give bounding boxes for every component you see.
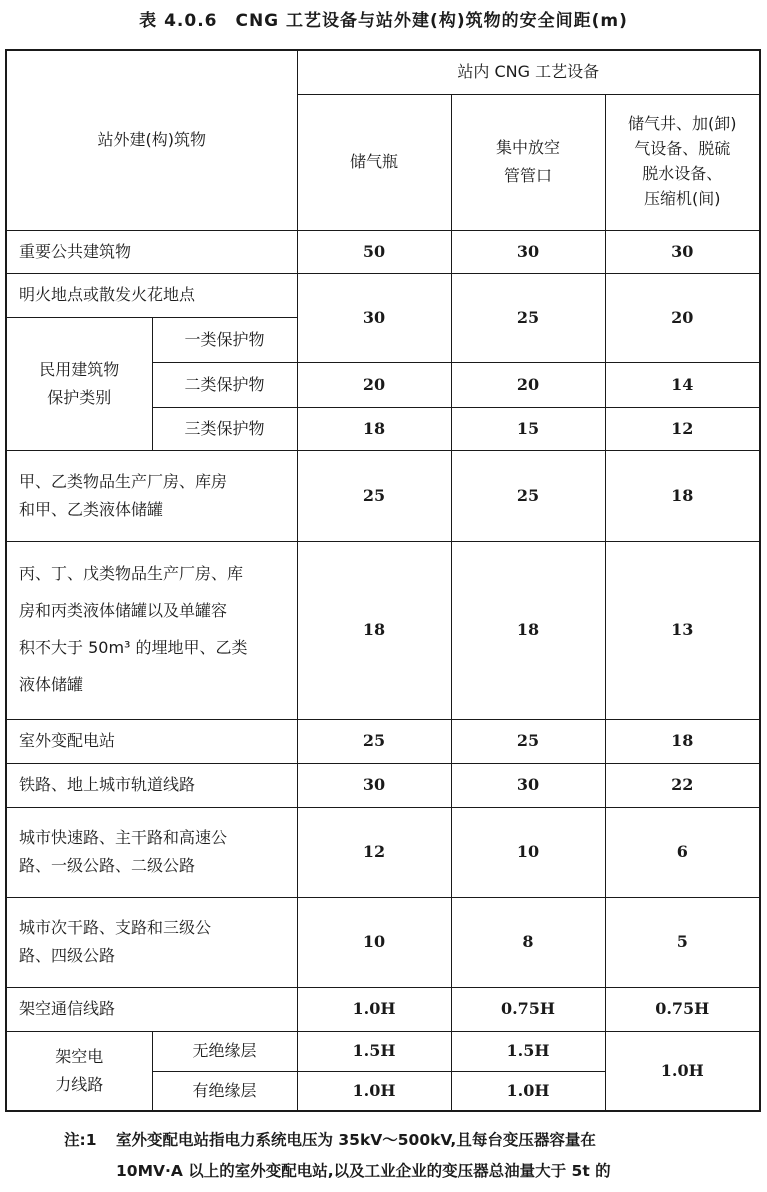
header-col-vent-line1: 集中放空 <box>495 138 560 157</box>
cell-value: 10 <box>297 897 451 987</box>
cell-value: 22 <box>605 763 760 807</box>
civil-label-line1: 民用建筑物 <box>39 359 120 379</box>
note-line-1 <box>64 1125 596 1156</box>
row-label: 铁路、地上城市轨道线路 <box>6 763 297 807</box>
cell-value: 1.5H <box>297 1031 451 1071</box>
row-label-line: 路、一级公路、二级公路 <box>19 856 196 875</box>
cell-value: 12 <box>605 407 760 450</box>
power-line-label <box>6 1031 152 1111</box>
header-row-1 <box>6 50 760 94</box>
row-label-line: 路、四级公路 <box>19 946 116 965</box>
power-label-line2: 力线路 <box>55 1074 104 1094</box>
header-col-vent <box>451 94 605 230</box>
table-title: 表 4.0.6 CNG 工艺设备与站外建(构)筑物的安全间距(m) <box>139 11 628 31</box>
civil-sub-2: 二类保护物 <box>152 362 297 407</box>
cell-value: 30 <box>297 273 451 362</box>
cell-value: 18 <box>297 541 451 719</box>
table-row <box>6 1031 760 1071</box>
table-row <box>6 273 760 317</box>
cell-value: 18 <box>605 450 760 541</box>
row-label <box>6 897 297 987</box>
cell-value: 14 <box>605 362 760 407</box>
row-label-line: 甲、乙类物品生产厂房、库房 <box>19 471 228 491</box>
row-label-line: 城市次干路、支路和三级公 <box>19 918 212 937</box>
row-label-line: 液体储罐 <box>19 674 84 694</box>
row-label: 室外变配电站 <box>6 719 297 763</box>
civil-building-label <box>6 317 152 450</box>
row-label-line: 丙、丁、戊类物品生产厂房、库 <box>19 564 244 584</box>
cell-value: 1.0H <box>297 987 451 1031</box>
cell-value: 20 <box>297 362 451 407</box>
cell-value: 1.0H <box>297 1071 451 1111</box>
row-label <box>6 541 297 719</box>
cell-value: 20 <box>605 273 760 362</box>
cell-value: 30 <box>451 230 605 273</box>
row-label-line: 积不大于 50m³ 的埋地甲、乙类 <box>19 638 248 657</box>
row-label: 架空通信线路 <box>6 987 297 1031</box>
row-label-line: 和甲、乙类液体储罐 <box>19 499 164 519</box>
header-col-well-line2: 气设备、脱硫 <box>634 139 731 159</box>
cell-value: 25 <box>297 719 451 763</box>
cell-value: 6 <box>605 807 760 897</box>
table-row <box>6 987 760 1031</box>
cell-value: 1.0H <box>451 1071 605 1111</box>
row-label: 重要公共建筑物 <box>6 230 297 273</box>
note-line-2: 10MV·A 以上的室外变配电站,以及工业企业的变压器总油量大于 5t 的 <box>116 1162 611 1180</box>
row-label-line: 房和丙类液体储罐以及单罐容 <box>19 601 228 621</box>
cell-value: 30 <box>297 763 451 807</box>
cell-value: 25 <box>451 450 605 541</box>
note-text-1: 室外变配电站指电力系统电压为 35kV～500kV,且每台变压器容量在 <box>116 1131 596 1149</box>
table-row <box>6 230 760 273</box>
header-group: 站内 CNG 工艺设备 <box>297 50 760 94</box>
cell-value: 50 <box>297 230 451 273</box>
row-label <box>6 450 297 541</box>
cell-value: 30 <box>605 230 760 273</box>
cell-value: 1.0H <box>605 1031 760 1111</box>
cell-value: 18 <box>451 541 605 719</box>
civil-label-line2: 保护类别 <box>47 387 112 407</box>
header-col-well-line3: 脱水设备、 <box>642 164 723 183</box>
row-label: 明火地点或散发火花地点 <box>6 273 297 317</box>
cell-value: 8 <box>451 897 605 987</box>
power-sub-1: 无绝缘层 <box>152 1031 297 1071</box>
header-col-well-line4: 压缩机(间) <box>644 188 721 208</box>
cell-value: 25 <box>451 273 605 362</box>
row-label-line: 城市快速路、主干路和高速公 <box>19 828 228 847</box>
cell-value: 20 <box>451 362 605 407</box>
cell-value: 12 <box>297 807 451 897</box>
row-label <box>6 807 297 897</box>
cell-value: 25 <box>451 719 605 763</box>
table-row <box>6 807 760 897</box>
cell-value: 0.75H <box>451 987 605 1031</box>
cell-value: 1.5H <box>451 1031 605 1071</box>
cell-value: 18 <box>605 719 760 763</box>
header-col-well <box>605 94 760 230</box>
cell-value: 18 <box>297 407 451 450</box>
header-col-cylinder: 储气瓶 <box>297 94 451 230</box>
table-row <box>6 897 760 987</box>
header-corner: 站外建(构)筑物 <box>6 50 297 230</box>
cell-value: 13 <box>605 541 760 719</box>
civil-sub-3: 三类保护物 <box>152 407 297 450</box>
table-row <box>6 763 760 807</box>
header-col-well-line1: 储气井、加(卸) <box>628 114 737 134</box>
cell-value: 10 <box>451 807 605 897</box>
table-row <box>6 450 760 541</box>
safety-distance-table <box>5 49 761 1112</box>
table-row <box>6 541 760 719</box>
cell-value: 30 <box>451 763 605 807</box>
cell-value: 0.75H <box>605 987 760 1031</box>
cell-value: 15 <box>451 407 605 450</box>
note-number: 注:1 <box>64 1131 97 1149</box>
civil-sub-1: 一类保护物 <box>152 317 297 362</box>
table-row <box>6 719 760 763</box>
power-label-line1: 架空电 <box>55 1046 104 1066</box>
power-sub-2: 有绝缘层 <box>152 1071 297 1111</box>
cell-value: 5 <box>605 897 760 987</box>
header-col-vent-line2: 管管口 <box>503 166 552 185</box>
cell-value: 25 <box>297 450 451 541</box>
